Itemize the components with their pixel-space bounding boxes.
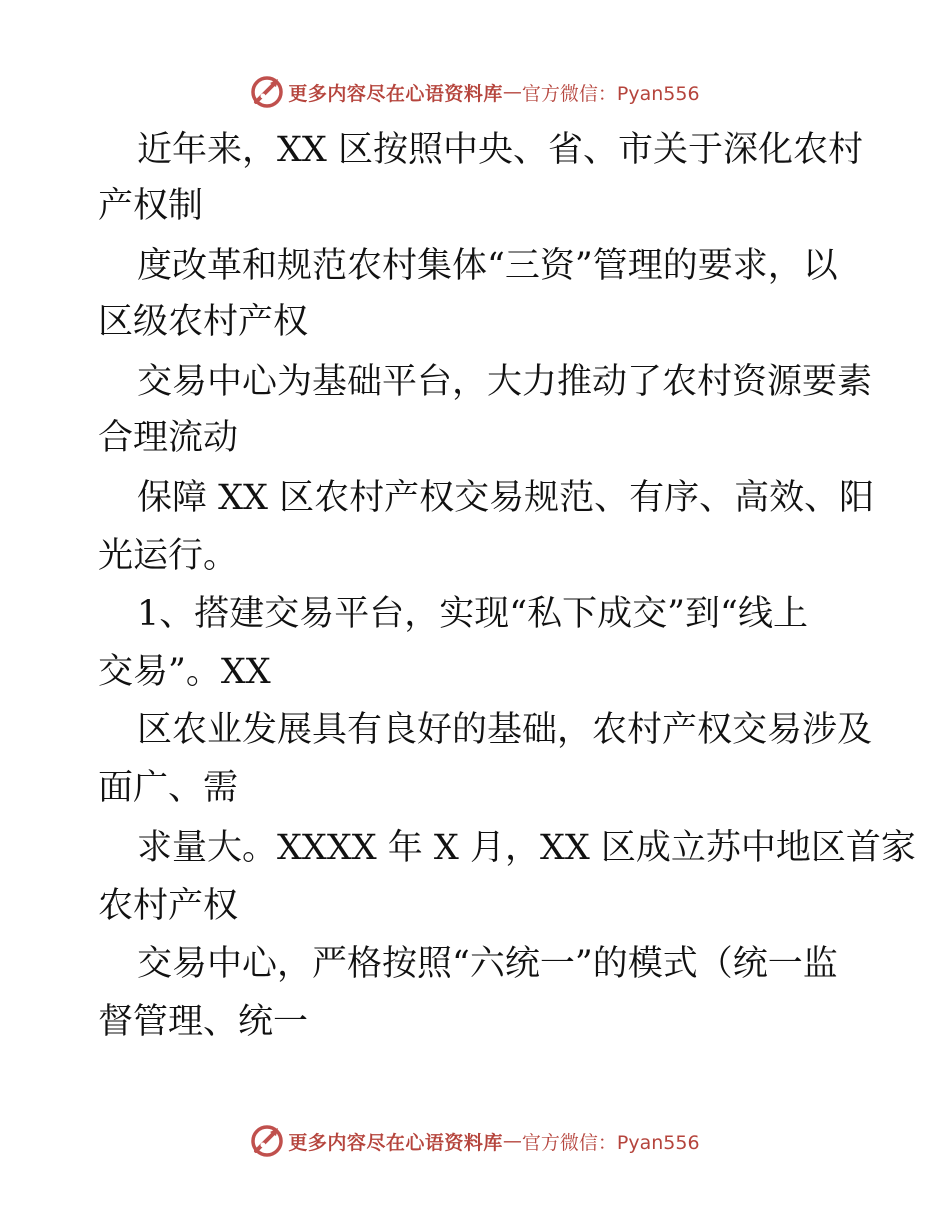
watermark-text: 更多内容尽在心语资料库: [288, 82, 503, 105]
pen-logo-icon: [250, 1124, 284, 1158]
paragraph-3-line-1: 交易中心为基础平台，大力推动了农村资源要素: [137, 362, 873, 402]
header-watermark: [0, 72, 950, 112]
watermark-text: 更多内容尽在心语资料库: [288, 1131, 503, 1154]
paragraph-4-line-2: 光运行。: [98, 536, 239, 576]
paragraph-4-line-1: 保障 XX 区农村产权交易规范、有序、高效、阳: [137, 478, 875, 518]
paragraph-2-line-1: 度改革和规范农村集体“三资”管理的要求，以: [137, 246, 838, 286]
watermark-contact: 官方微信：Pyan556: [521, 1131, 700, 1154]
pen-logo-icon: [250, 75, 284, 109]
watermark-separator: —: [502, 1130, 522, 1152]
paragraph-6-line-2: 面广、需: [98, 768, 239, 808]
paragraph-5-line-2: 交易”。XX: [98, 652, 271, 692]
watermark-contact: 官方微信：Pyan556: [521, 82, 700, 105]
watermark-separator: —: [502, 81, 522, 103]
footer-watermark: [0, 1121, 950, 1161]
paragraph-1-line-1: 近年来，XX 区按照中央、省、市关于深化农村: [137, 130, 863, 170]
paragraph-8-line-1: 交易中心，严格按照“六统一”的模式（统一监: [137, 944, 838, 984]
paragraph-1-line-2: 产权制: [98, 186, 204, 226]
paragraph-5-line-1: 1、搭建交易平台，实现“私下成交”到“线上: [137, 594, 808, 634]
paragraph-3-line-2: 合理流动: [98, 418, 239, 458]
paragraph-8-line-2: 督管理、统一: [98, 1002, 309, 1042]
paragraph-2-line-2: 区级农村产权: [98, 302, 309, 342]
paragraph-6-line-1: 区农业发展具有良好的基础，农村产权交易涉及: [137, 710, 873, 750]
paragraph-7-line-2: 农村产权: [98, 886, 239, 926]
paragraph-7-line-1: 求量大。XXXX 年 X 月，XX 区成立苏中地区首家: [137, 828, 916, 868]
